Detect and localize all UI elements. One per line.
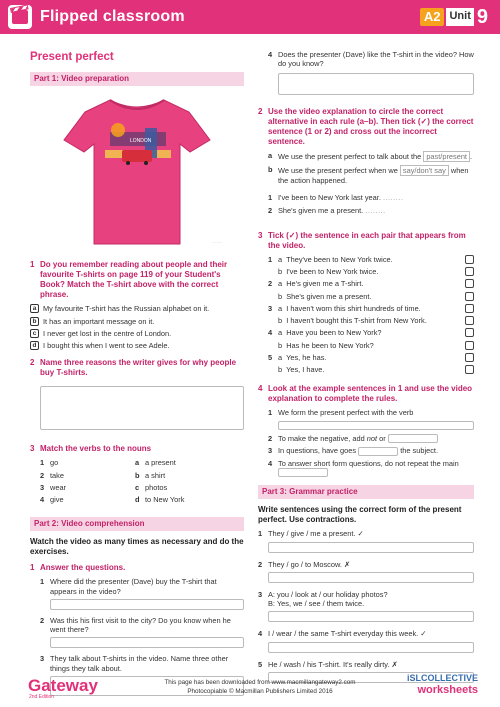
choice-past-present[interactable]: past/present xyxy=(423,151,470,162)
answer-box-q4[interactable] xyxy=(278,73,474,95)
tick-box[interactable] xyxy=(465,292,474,301)
grammar-3: 3 A: you / look at / our holiday photos? B: Yes, we / see / them twice. xyxy=(258,589,388,609)
choice-say-dont-say[interactable]: say/don't say xyxy=(400,165,449,176)
right-column xyxy=(258,50,474,683)
question-3-right: 3 Tick (✓) the sentence in each pair that appears from the video. xyxy=(258,230,466,250)
answer-line-2[interactable] xyxy=(50,637,244,648)
grammar-2: 2 They / go / to Moscow. ✗ xyxy=(258,559,351,569)
tick-box[interactable] xyxy=(465,341,474,350)
tick-pairs: 1 a They've been to New York twice. b I've been to New York twice. 2 a He's given me a T-shirt. b She's given me a present. 3 a I haven't worn this shirt hundreds of time. b I haven't bought this T-shirt from New York. 4 a Have you been to New York? b Has he been to New York? 5 a Yes, he has. b Yes, I have. xyxy=(268,255,474,375)
question-2: 2 Name three reasons the writer gives for why people buy T-shirts. xyxy=(30,358,237,378)
rule-1-input[interactable] xyxy=(278,421,474,430)
option-d[interactable]: d I bought this when I went to see Adele. xyxy=(30,341,244,350)
question-1b: 1 Answer the questions. xyxy=(30,563,126,573)
part3-banner: Part 3: Grammar practice xyxy=(258,485,474,499)
question-1: 1 Do you remember reading about people and their favourite T-shirts on page 119 of your Student's Book? Match the T-shirt above with the correct phrase. xyxy=(30,260,228,300)
tick-box[interactable] xyxy=(465,304,474,313)
gateway-logo: Gateway 2nd Edition xyxy=(28,676,98,700)
unit-label: Unit xyxy=(446,8,473,26)
tick-box[interactable] xyxy=(465,255,474,264)
worksheets-logo: iSLCOLLECTIVE worksheets xyxy=(406,673,478,696)
option-c[interactable]: c I never get lost in the centre of London. xyxy=(30,329,244,338)
comp-item-3: 3 They talk about T-shirts in the video. Name three other things they talk about. xyxy=(40,654,229,673)
rule-4-input[interactable] xyxy=(278,468,328,477)
page-header xyxy=(0,0,500,34)
example-sentence-1: 1 I've been to New York last year. ........ xyxy=(268,193,404,203)
question-4-right: 4 Look at the example sentences in 1 and use the video explanation to complete the rules. xyxy=(258,384,473,404)
option-b[interactable]: b It has an important message on it. xyxy=(30,317,244,326)
tick-box[interactable] xyxy=(465,328,474,337)
rule-3: 3 In questions, have goes the subject. xyxy=(268,446,439,456)
grammar-4-input[interactable] xyxy=(268,642,474,653)
svg-text:LONDON: LONDON xyxy=(130,138,152,145)
footer-text: This page has been downloaded from www.macmillangateway2.com Photocopiable © Macmillan Publishers Limited 2016 xyxy=(164,679,356,695)
grammar-5: 5 He / wash / his T-shirt. It's really dirty. ✗ xyxy=(258,659,398,669)
option-a[interactable]: a My favourite T-shirt has the Russian alphabet on it. xyxy=(30,304,244,313)
grammar-2-input[interactable] xyxy=(268,572,474,583)
match-list: 1 go 2 take 3 wear 4 give a a present b a shirt c photos d to New York xyxy=(40,458,185,505)
tshirt-icon xyxy=(30,92,244,252)
tick-box[interactable] xyxy=(465,353,474,362)
clapperboard-icon xyxy=(8,5,32,29)
rule-b: b We use the present perfect when we say/don't say when the action happened. xyxy=(268,164,469,185)
answer-line-1[interactable] xyxy=(50,599,244,610)
part2-banner: Part 2: Video comprehension xyxy=(30,517,244,531)
tick-box[interactable] xyxy=(465,316,474,325)
grammar-3-input[interactable] xyxy=(268,611,474,622)
grammar-1: 1 They / give / me a present. ✓ xyxy=(258,529,364,539)
rule-2: 2 To make the negative, add not or xyxy=(268,434,474,444)
unit-number: 9 xyxy=(476,5,488,28)
tick-box[interactable] xyxy=(465,365,474,374)
part1-banner: Part 1: Video preparation xyxy=(30,72,244,86)
grammar-1-input[interactable] xyxy=(268,542,474,553)
tick-box[interactable] xyxy=(465,267,474,276)
comp-item-4: 4 Does the presenter (Dave) like the T-shirt in the video? How do you know? xyxy=(268,50,474,69)
grammar-4: 4 I / wear / the same T-shirt everyday this week. ✓ xyxy=(258,629,427,639)
part2-intro: Watch the video as many times as necessary and do the exercises. xyxy=(30,537,244,557)
answer-box-q2[interactable] xyxy=(40,386,244,430)
level-badge: A2 xyxy=(420,8,445,26)
comp-item-1: 1 Where did the presenter (Dave) buy the T-shirt that appears in the video? xyxy=(40,577,217,596)
comp-item-2: 2 Was this his first visit to the city? Do you know when he went there? xyxy=(40,615,231,635)
rule-3-input[interactable] xyxy=(358,447,398,456)
rule-a: a We use the present perfect to talk about the past/present . xyxy=(268,150,473,161)
part3-intro: Write sentences using the correct form of the present perfect. Use contractions. xyxy=(258,505,462,525)
unit-badge xyxy=(420,7,488,27)
rule-1: 1 We form the present perfect with the verb xyxy=(268,408,414,418)
tshirt-image: LONDON ......... xyxy=(30,92,244,252)
rule-2-input[interactable] xyxy=(388,434,438,443)
example-sentence-2: 2 She's given me a present. ........ xyxy=(268,205,386,215)
left-column xyxy=(28,50,244,700)
page-title: Flipped classroom xyxy=(40,8,185,25)
rule-4: 4 To answer short form questions, do not repeat the main xyxy=(268,459,474,478)
section-heading: Present perfect xyxy=(30,51,114,63)
tick-box[interactable] xyxy=(465,279,474,288)
question-2-right: 2 Use the video explanation to circle the correct alternative in each rule (a–b). Then tick (✓) the correct sentence (1 or 2) and cross out the incorrect sentence. xyxy=(258,106,474,146)
question-3: 3 Match the verbs to the nouns xyxy=(30,444,152,454)
